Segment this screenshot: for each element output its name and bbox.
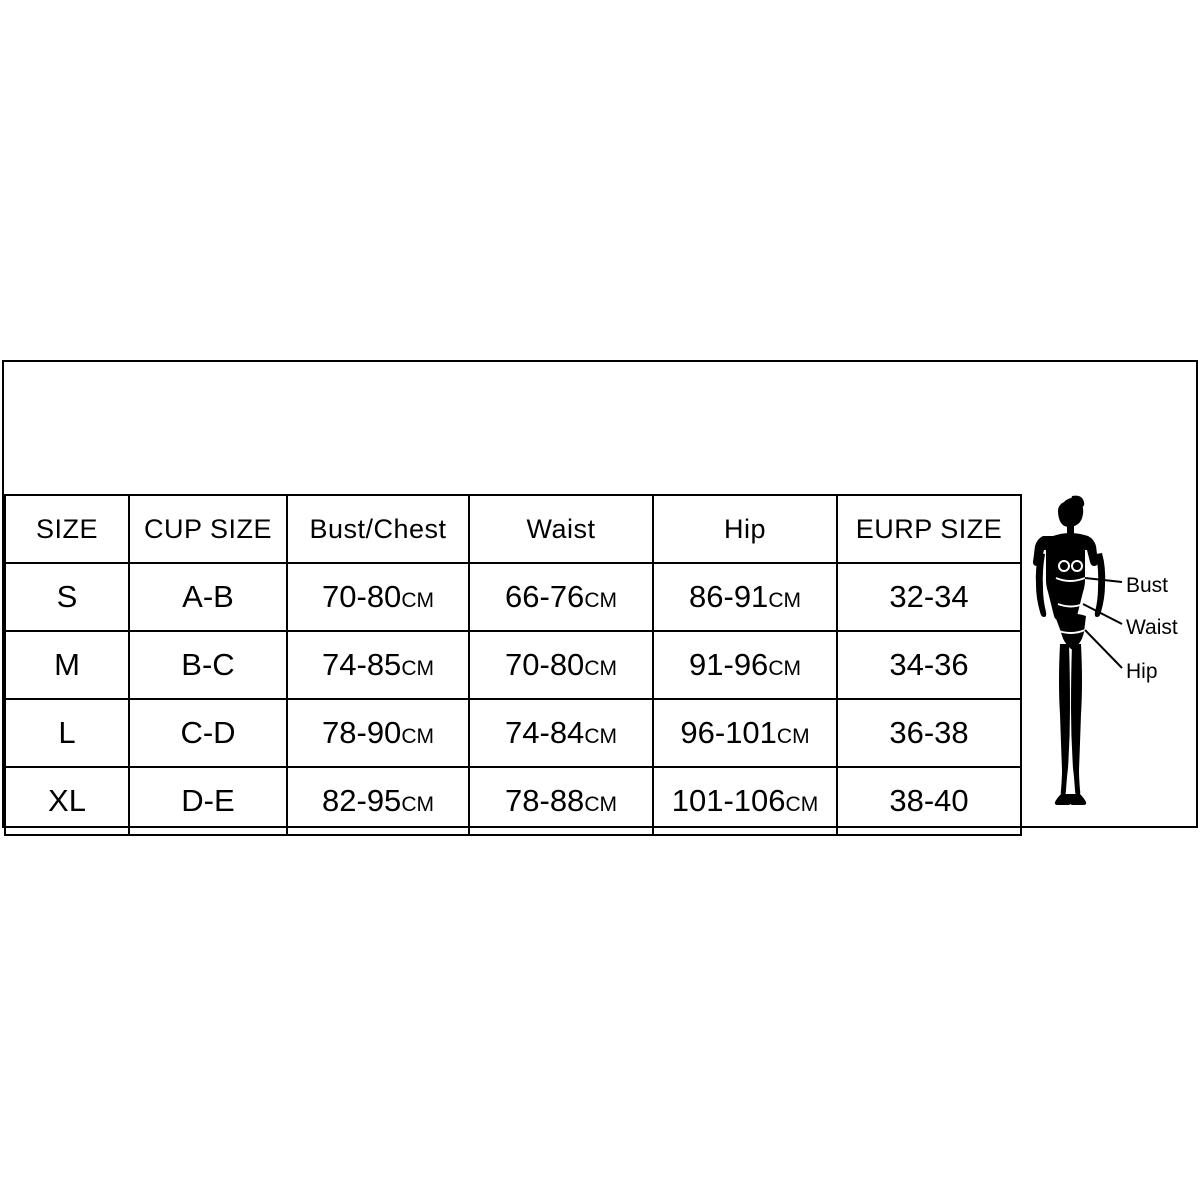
cell-hip-value: 91-96 xyxy=(689,647,769,682)
cell-bust xyxy=(287,767,469,835)
cell-bust xyxy=(287,699,469,767)
column-header-waist: Waist xyxy=(469,495,653,563)
cell-waist-unit: CM xyxy=(584,589,617,612)
cell-waist-value: 70-80 xyxy=(505,647,585,682)
cell-cup: B-C xyxy=(129,631,287,699)
figure-label-waist: Waist xyxy=(1126,616,1178,639)
cell-eur: 32-34 xyxy=(837,563,1021,631)
cell-size: XL xyxy=(5,767,129,835)
column-header-size: SIZE xyxy=(5,495,129,563)
cell-bust-unit: CM xyxy=(401,793,434,816)
female-body-figure-icon xyxy=(1020,494,1200,828)
cell-hip-value: 96-101 xyxy=(680,715,777,750)
figure-label-hip: Hip xyxy=(1126,660,1158,683)
cell-eur: 36-38 xyxy=(837,699,1021,767)
cell-hip xyxy=(653,563,837,631)
cell-cup: C-D xyxy=(129,699,287,767)
cell-hip xyxy=(653,699,837,767)
column-header-hip: Hip xyxy=(653,495,837,563)
size-chart-table xyxy=(4,494,1022,836)
cell-waist-unit: CM xyxy=(584,793,617,816)
cell-waist-unit: CM xyxy=(584,657,617,680)
cell-waist-unit: CM xyxy=(584,725,617,748)
column-header-cup: CUP SIZE xyxy=(129,495,287,563)
cell-bust-unit: CM xyxy=(401,589,434,612)
cell-bust-value: 78-90 xyxy=(322,715,402,750)
column-header-bust: Bust/Chest xyxy=(287,495,469,563)
cell-bust-value: 82-95 xyxy=(322,783,402,818)
cell-bust xyxy=(287,631,469,699)
table-row xyxy=(5,767,1021,835)
cell-hip-unit: CM xyxy=(776,725,810,748)
table-row xyxy=(5,631,1021,699)
size-table-container xyxy=(4,494,1196,828)
cell-waist xyxy=(469,767,653,835)
cell-hip-unit: CM xyxy=(785,793,819,816)
cell-waist xyxy=(469,631,653,699)
cell-size: M xyxy=(5,631,129,699)
cell-hip-value: 101-106 xyxy=(671,783,786,818)
cell-bust-value: 74-85 xyxy=(322,647,402,682)
figure-label-bust: Bust xyxy=(1126,574,1169,597)
cell-waist-value: 78-88 xyxy=(505,783,585,818)
table-row xyxy=(5,563,1021,631)
chart-blank-band xyxy=(4,362,1196,494)
column-header-eur: EURP SIZE xyxy=(837,495,1021,563)
cell-size: S xyxy=(5,563,129,631)
cell-hip-unit: CM xyxy=(768,589,801,612)
cell-cup: D-E xyxy=(129,767,287,835)
cell-bust xyxy=(287,563,469,631)
cell-eur: 34-36 xyxy=(837,631,1021,699)
cell-cup: A-B xyxy=(129,563,287,631)
cell-bust-value: 70-80 xyxy=(322,579,402,614)
cell-bust-unit: CM xyxy=(401,657,434,680)
cell-hip-unit: CM xyxy=(768,657,801,680)
cell-waist xyxy=(469,699,653,767)
cell-hip-value: 86-91 xyxy=(689,579,769,614)
table-header-row xyxy=(5,495,1021,563)
cell-waist-value: 74-84 xyxy=(505,715,585,750)
cell-hip xyxy=(653,631,837,699)
cell-bust-unit: CM xyxy=(401,725,434,748)
table-row xyxy=(5,699,1021,767)
cell-waist-value: 66-76 xyxy=(505,579,585,614)
cell-waist xyxy=(469,563,653,631)
cell-eur: 38-40 xyxy=(837,767,1021,835)
cell-hip xyxy=(653,767,837,835)
measurement-figure xyxy=(1020,494,1200,828)
cell-size: L xyxy=(5,699,129,767)
size-chart-frame xyxy=(2,360,1198,828)
